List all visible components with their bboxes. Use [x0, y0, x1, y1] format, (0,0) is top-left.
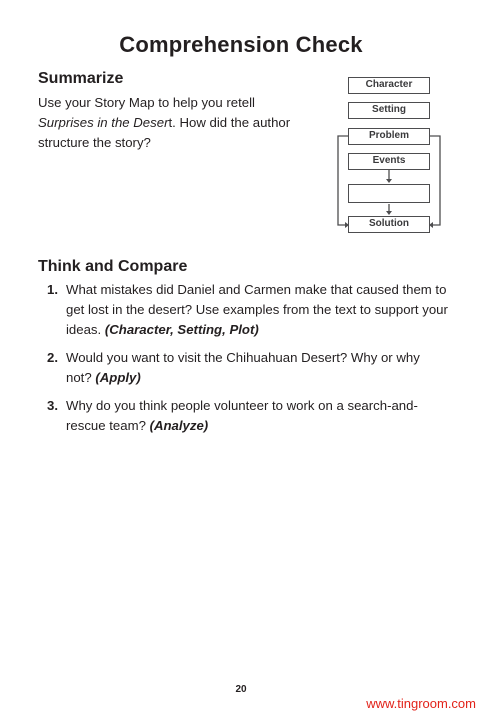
question-text: Why do you think people volunteer to work on a search-and-rescue team?	[66, 398, 418, 433]
question-item	[38, 396, 448, 436]
story-title: Surprises in the Deser	[38, 115, 169, 130]
blank-arrowhead	[386, 211, 392, 215]
summarize-paragraph	[38, 93, 298, 153]
solution-box: Solution	[348, 216, 430, 233]
question-text: Would you want to visit the Chihuahuan Desert? Why or why not?	[66, 350, 420, 385]
question-item	[38, 280, 448, 340]
blank-box	[348, 184, 430, 203]
question-number: 3.	[47, 398, 58, 413]
question-tag: (Apply)	[95, 370, 141, 385]
right-connector	[430, 136, 440, 225]
events-arrowhead	[386, 179, 392, 183]
summarize-text-end: t. How did the author structure the story?	[38, 115, 291, 150]
question-text: What mistakes did Daniel and Carmen make that caused them to get lost in the desert? Use examples from the text to support your ideas.	[66, 282, 448, 337]
question-number: 2.	[47, 350, 58, 365]
story-map-diagram	[333, 74, 445, 240]
question-tag: (Character, Setting, Plot)	[104, 322, 259, 337]
question-tag: (Analyze)	[149, 418, 209, 433]
question-list	[38, 280, 448, 444]
question-number: 1.	[47, 282, 58, 297]
watermark: www.tingroom.com	[366, 696, 476, 711]
summarize-heading: Summarize	[38, 70, 124, 87]
page-number: 20	[235, 684, 247, 695]
problem-box: Problem	[348, 128, 430, 145]
question-item	[38, 348, 448, 388]
summarize-text-start: Use your Story Map to help you retell	[38, 95, 255, 110]
setting-box: Setting	[348, 102, 430, 119]
page-title: Comprehension Check	[119, 32, 363, 57]
left-connector	[338, 136, 348, 225]
character-box: Character	[348, 77, 430, 94]
events-box: Events	[348, 153, 430, 170]
think-compare-heading: Think and Compare	[38, 258, 188, 275]
